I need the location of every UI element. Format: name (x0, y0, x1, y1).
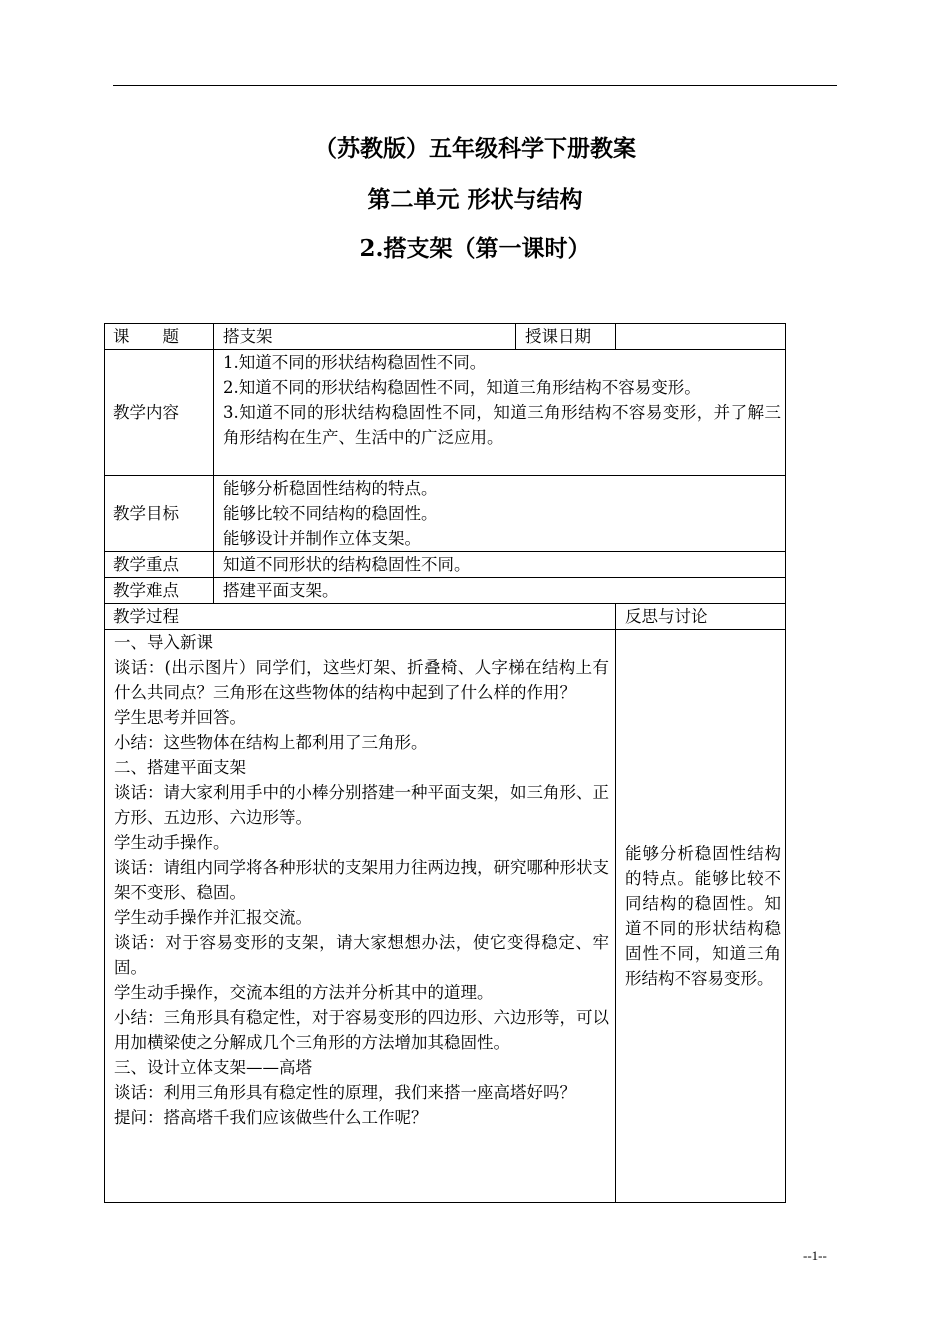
process-line: 小结：三角形具有稳定性，对于容易变形的四边形、六边形等，可以用加横梁使之分解成几个三角形的方法增加其稳固性。 (114, 1008, 609, 1052)
page-number: --1-- (803, 1248, 827, 1263)
process-line: 谈话：(出示图片）同学们，这些灯架、折叠椅、人字梯在结构上有什么共同点？三角形在这些物体的结构中起到了什么样的作用？ (114, 658, 609, 702)
process-line: 谈话：请组内同学将各种形状的支架用力往两边拽，研究哪种形状支架不变形、稳固。 (114, 858, 609, 902)
key-point-row (105, 552, 786, 578)
reflection-text: 能够分析稳固性结构的特点。能够比较不同结构的稳固性。知道不同的形状结构稳固性不同，知道三角形结构不容易变形。 (616, 630, 786, 1203)
process-line: 提问：搭高塔千我们应该做些什么工作呢？ (114, 1108, 428, 1127)
date-value (616, 324, 786, 350)
process-line: 小结：这些物体在结构上都利用了三角形。 (114, 733, 428, 752)
process-row (105, 630, 786, 1203)
process-line: 谈话：利用三角形具有稳定性的原理，我们来搭一座高塔好吗？ (114, 1083, 576, 1102)
goal-row (105, 476, 786, 552)
topic-label: 课 题 (105, 324, 214, 350)
lesson-title: 2.搭支架（第一课时） (359, 235, 591, 262)
lesson-plan-table (104, 323, 786, 1203)
content-label: 教学内容 (105, 350, 214, 476)
unit-title: 第二单元 形状与结构 (367, 186, 583, 213)
goal-line: 能够比较不同结构的稳固性。 (223, 504, 438, 523)
difficulty-label: 教学难点 (105, 578, 214, 604)
difficulty-value: 搭建平面支架。 (214, 578, 786, 604)
process-line: 学生动手操作，交流本组的方法并分析其中的道理。 (114, 983, 494, 1002)
document-title: （苏教版）五年级科学下册教案 (314, 135, 636, 162)
difficulty-row (105, 578, 786, 604)
reflection-label: 反思与讨论 (616, 604, 786, 630)
topic-row (105, 324, 786, 350)
header-rule (113, 85, 837, 86)
content-line: 3.知道不同的形状结构稳固性不同，知道三角形结构不容易变形，并了解三角形结构在生产、生活中的广泛应用。 (223, 403, 781, 447)
process-line: 三、设计立体支架——高塔 (114, 1058, 312, 1077)
content-line: 1.知道不同的形状结构稳固性不同。 (223, 353, 487, 372)
process-line: 二、搭建平面支架 (114, 758, 246, 777)
date-label: 授课日期 (516, 324, 616, 350)
process-line: 谈话：请大家利用手中的小棒分别搭建一种平面支架，如三角形、正方形、五边形、六边形等。 (114, 783, 609, 827)
content-cell (214, 350, 786, 476)
content-line: 2.知道不同的形状结构稳固性不同，知道三角形结构不容易变形。 (223, 378, 701, 397)
process-line: 一、导入新课 (114, 633, 213, 652)
goal-line: 能够设计并制作立体支架。 (223, 529, 421, 548)
process-line: 学生动手操作并汇报交流。 (114, 908, 312, 927)
goal-label: 教学目标 (105, 476, 214, 552)
key-point-label: 教学重点 (105, 552, 214, 578)
content-row (105, 350, 786, 476)
key-point-value: 知道不同形状的结构稳固性不同。 (214, 552, 786, 578)
goal-line: 能够分析稳固性结构的特点。 (223, 479, 438, 498)
process-label: 教学过程 (105, 604, 616, 630)
process-line: 学生动手操作。 (114, 833, 230, 852)
process-line: 谈话：对于容易变形的支架，请大家想想办法，使它变得稳定、牢固。 (114, 933, 609, 977)
topic-value: 搭支架 (214, 324, 516, 350)
process-cell (105, 630, 616, 1203)
goal-cell (214, 476, 786, 552)
process-header-row (105, 604, 786, 630)
process-line: 学生思考并回答。 (114, 708, 246, 727)
